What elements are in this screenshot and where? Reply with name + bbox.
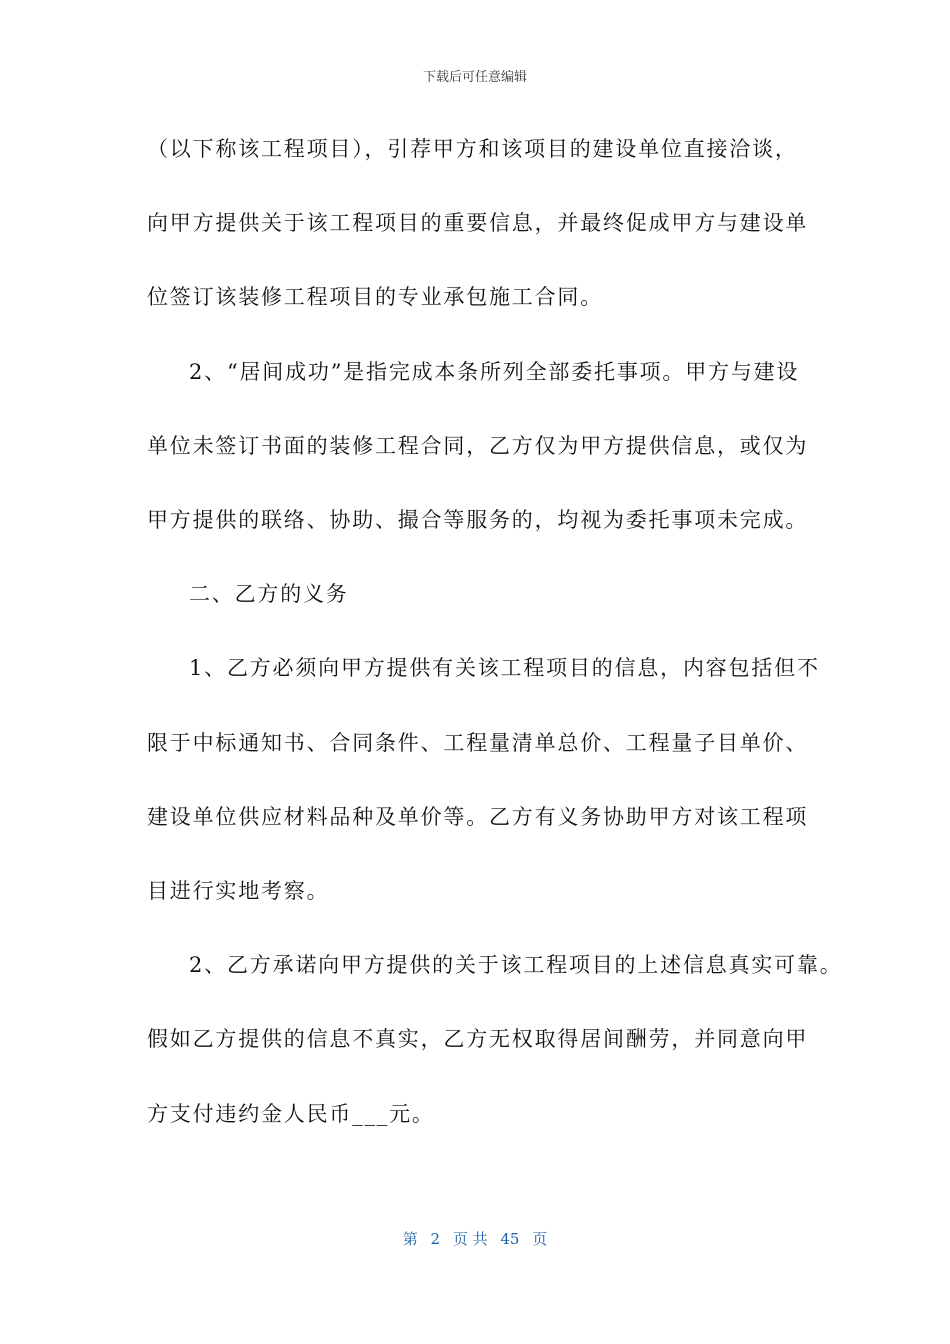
footer-label-of: 页 共 <box>452 1230 488 1248</box>
text-line: 1、乙方必须向甲方提供有关该工程项目的信息，内容包括但不 <box>189 656 820 681</box>
text-line: 2、“居间成功”是指完成本条所列全部委托事项。甲方与建设 <box>189 359 800 384</box>
text-line: 假如乙方提供的信息不真实，乙方无权取得居间酬劳，并同意向甲 <box>147 1027 809 1052</box>
text-line: 单位未签订书面的装修工程合同，乙方仅为甲方提供信息，或仅为 <box>147 433 809 458</box>
text-line: 二、乙方的义务 <box>189 582 349 607</box>
text-line: 向甲方提供关于该工程项目的重要信息，并最终促成甲方与建设单 <box>147 211 809 236</box>
text-line: 2、乙方承诺向甲方提供的关于该工程项目的上述信息真实可靠。 <box>189 953 843 978</box>
text-line: （以下称该工程项目），引荐甲方和该项目的建设单位直接洽谈， <box>147 137 798 161</box>
text-line: 目进行实地考察。 <box>147 879 330 903</box>
footer-current-page: 2 <box>430 1230 441 1248</box>
footer-total-pages: 45 <box>500 1230 520 1248</box>
text-line: 建设单位供应材料品种及单价等。乙方有义务协助甲方对该工程项 <box>147 804 809 829</box>
text-line: 甲方提供的联络、协助、撮合等服务的，均视为委托事项未完成。 <box>147 508 809 532</box>
text-line: 位签订该装修工程项目的专业承包施工合同。 <box>147 285 603 310</box>
page-footer <box>0 1228 950 1249</box>
footer-label-end: 页 <box>532 1230 548 1248</box>
footer-label-page: 第 <box>402 1230 418 1248</box>
text-line: 方支付违约金人民币___元。 <box>147 1101 435 1126</box>
text-line: 限于中标通知书、合同条件、工程量清单总价、工程量子目单价、 <box>147 730 809 755</box>
page-header: 下载后可任意编辑 <box>422 70 527 85</box>
